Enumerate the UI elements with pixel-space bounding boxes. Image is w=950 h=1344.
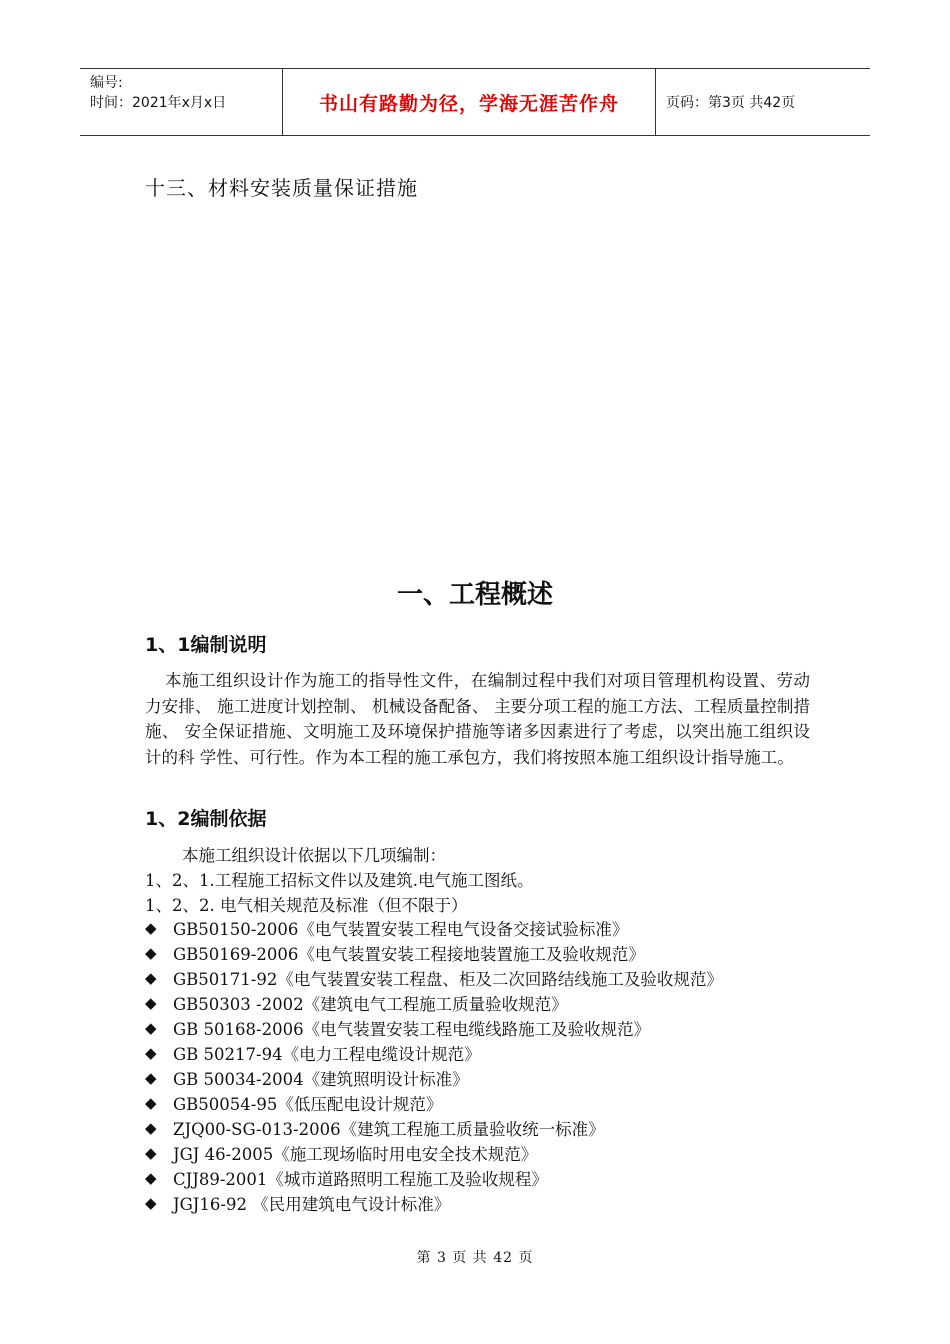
- standards-list: [145, 915, 723, 1215]
- diamond-bullet-icon: ◆: [145, 968, 157, 987]
- section-title-1-1: 1、1编制说明: [145, 634, 267, 656]
- list-item: ◆ JGJ16-92 《民用建筑电气设计标准》: [145, 1193, 451, 1214]
- basis-intro: 本施工组织设计依据以下几项编制：: [182, 846, 446, 865]
- list-item: ◆ GB 50168-2006《电气装置安装工程电缆线路施工及验收规范》: [145, 1018, 651, 1039]
- basis-item-1: 1、2、1.工程施工招标文件以及建筑.电气施工图纸。: [145, 871, 534, 890]
- list-item: ◆ JGJ 46-2005《施工现场临时用电安全技术规范》: [145, 1143, 538, 1164]
- document-number-label: 编号:: [90, 75, 123, 91]
- diamond-bullet-icon: ◆: [145, 1068, 157, 1087]
- list-item: ◆ GB50150-2006《电气装置安装工程电气设备交接试验标准》: [145, 918, 629, 939]
- diamond-bullet-icon: ◆: [145, 1018, 157, 1037]
- diamond-bullet-icon: ◆: [145, 1168, 157, 1187]
- diamond-bullet-icon: ◆: [145, 993, 157, 1012]
- list-item: ◆ GB50054-95《低压配电设计规范》: [145, 1093, 443, 1114]
- diamond-bullet-icon: ◆: [145, 1143, 157, 1162]
- toc-item-13: 十三、材料安装质量保证措施: [145, 176, 418, 200]
- header-motto: 书山有路勤为径，学海无涯苦作舟: [282, 69, 656, 135]
- header-meta: [80, 69, 282, 135]
- diamond-bullet-icon: ◆: [145, 1043, 157, 1062]
- diamond-bullet-icon: ◆: [145, 918, 157, 937]
- list-item: ◆ GB50303 -2002《建筑电气工程施工质量验收规范》: [145, 993, 568, 1014]
- document-date: 时间：2021年x月x日: [90, 95, 227, 111]
- diamond-bullet-icon: ◆: [145, 1193, 157, 1212]
- list-item: ◆ GB 50217-94《电力工程电缆设计规范》: [145, 1043, 481, 1064]
- page-footer: 第 3 页 共 42 页: [416, 1250, 534, 1266]
- header-page-info: 页码：第3页 共42页: [666, 95, 796, 111]
- section-title-1-2: 1、2编制依据: [145, 808, 267, 830]
- diamond-bullet-icon: ◆: [145, 1093, 157, 1112]
- section-paragraph-1-1: 本施工组织设计作为施工的指导性文件，在编制过程中我们对项目管理机构设置、劳动 力安排、 施工进度计划控制、 机械设备配备、 主要分项工程的施工方法、工程质量控制措施、 安全保证措施、文明施工及环境保护措施等诸多因素进行了考虑，以突出施工组织设计的科 学性、可行性。作为本工程的施工承包方，我们将按照本施工组织设计指导施工。: [145, 671, 810, 767]
- list-item: ◆ GB50169-2006《电气装置安装工程接地装置施工及验收规范》: [145, 943, 645, 964]
- list-item: ◆ ZJQ00-SG-013-2006《建筑工程施工质量验收统一标准》: [145, 1118, 605, 1139]
- list-item: ◆ GB50171-92《电气装置安装工程盘、柜及二次回路结线施工及验收规范》: [145, 968, 723, 989]
- list-item: ◆ CJJ89-2001《城市道路照明工程施工及验收规程》: [145, 1168, 548, 1189]
- diamond-bullet-icon: ◆: [145, 1118, 157, 1137]
- chapter-title: 一、工程概述: [396, 580, 553, 610]
- page-header: [80, 68, 870, 136]
- basis-item-2: 1、2、2. 电气相关规范及标准（但不限于）: [145, 896, 468, 915]
- list-item: ◆ GB 50034-2004《建筑照明设计标准》: [145, 1068, 469, 1089]
- diamond-bullet-icon: ◆: [145, 943, 157, 962]
